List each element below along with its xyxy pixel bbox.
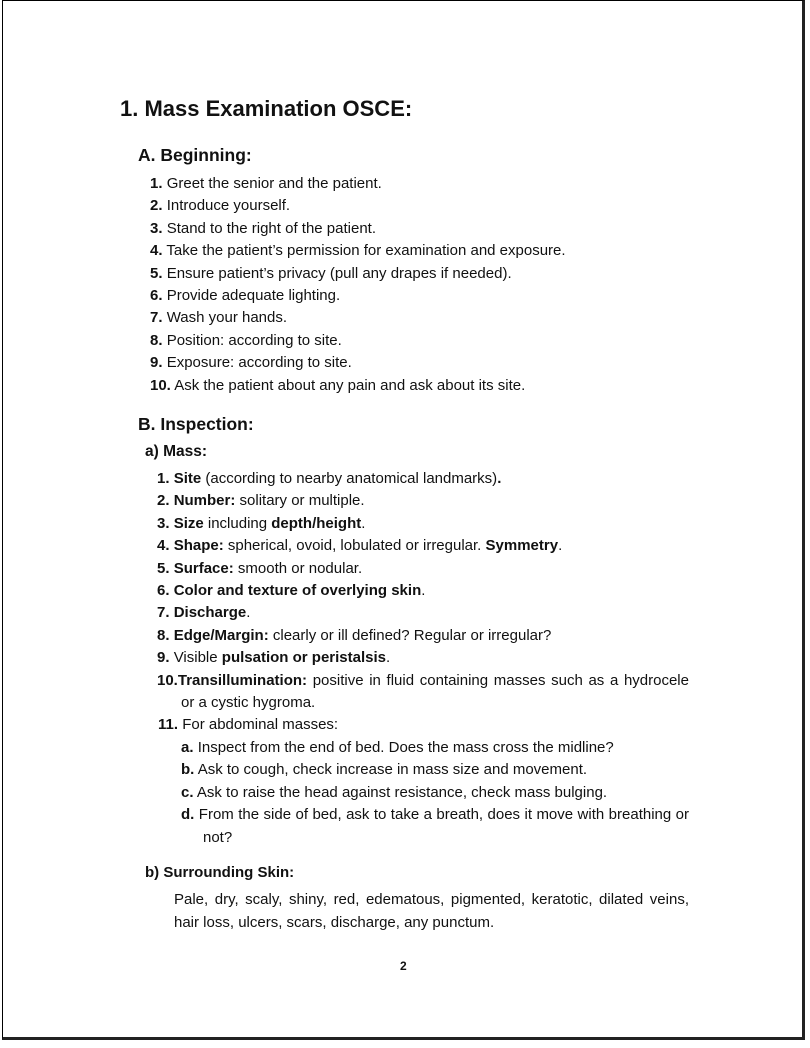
list-item: 7. Discharge.	[157, 604, 251, 622]
beginning-list	[150, 173, 566, 397]
surrounding-skin-text: Pale, dry, scaly, shiny, red, edematous, pigmented, keratotic, dilated veins, hair loss, ulcers, scars, discharge, any punctum.	[174, 891, 689, 931]
surrounding-skin-subheading: b) Surrounding Skin:	[145, 864, 295, 881]
list-item: 11. For abdominal masses:	[158, 716, 339, 734]
list-item: 4. Take the patient’s permission for examination and exposure.	[150, 242, 566, 260]
list-item: 8. Edge/Margin: clearly or ill defined? Regular or irregular?	[157, 626, 552, 644]
list-item: 2. Introduce yourself.	[150, 197, 291, 215]
list-item: 2. Number: solitary or multiple.	[157, 492, 365, 510]
mass-subheading: a) Mass:	[145, 443, 208, 460]
list-item: a. Inspect from the end of bed. Does the mass cross the midline?	[181, 739, 614, 756]
section-a-heading: A. Beginning:	[138, 145, 252, 165]
list-item: 8. Position: according to site.	[150, 331, 342, 349]
list-item: 6. Color and texture of overlying skin.	[157, 581, 426, 599]
list-item: c. Ask to raise the head against resistance, check mass bulging.	[181, 783, 608, 801]
list-item: d. From the side of bed, ask to take a breath, does it move with breathing or not?	[181, 806, 690, 846]
abdominal-mass-list	[181, 737, 689, 849]
page-title: 1. Mass Examination OSCE:	[120, 96, 413, 121]
list-item: 4. Shape: spherical, ovoid, lobulated or irregular. Symmetry.	[157, 537, 563, 555]
list-item: 10. Ask the patient about any pain and ask about its site.	[150, 376, 526, 394]
list-item: 1. Site (according to nearby anatomical landmarks).	[157, 470, 502, 487]
list-item: 3. Size including depth/height.	[157, 514, 366, 532]
list-item: 3. Stand to the right of the patient.	[150, 219, 376, 237]
list-item: 5. Surface: smooth or nodular.	[157, 559, 363, 577]
list-item: 9. Visible pulsation or peristalsis.	[157, 649, 391, 667]
list-item: 7. Wash your hands.	[150, 309, 288, 327]
list-item: 5. Ensure patient’s privacy (pull any drapes if needed).	[150, 264, 512, 282]
list-item: b. Ask to cough, check increase in mass size and movement.	[181, 761, 588, 779]
list-item: 6. Provide adequate lighting.	[150, 286, 341, 304]
mass-list	[157, 468, 689, 737]
list-item: 9. Exposure: according to site.	[150, 354, 352, 372]
page-number: 2	[400, 959, 407, 973]
list-item: 10.Transillumination: positive in fluid containing masses such as a hydrocele or a cystic hygroma.	[157, 671, 689, 711]
section-b-heading: B. Inspection:	[138, 414, 254, 434]
list-item: 1. Greet the senior and the patient.	[150, 175, 382, 192]
